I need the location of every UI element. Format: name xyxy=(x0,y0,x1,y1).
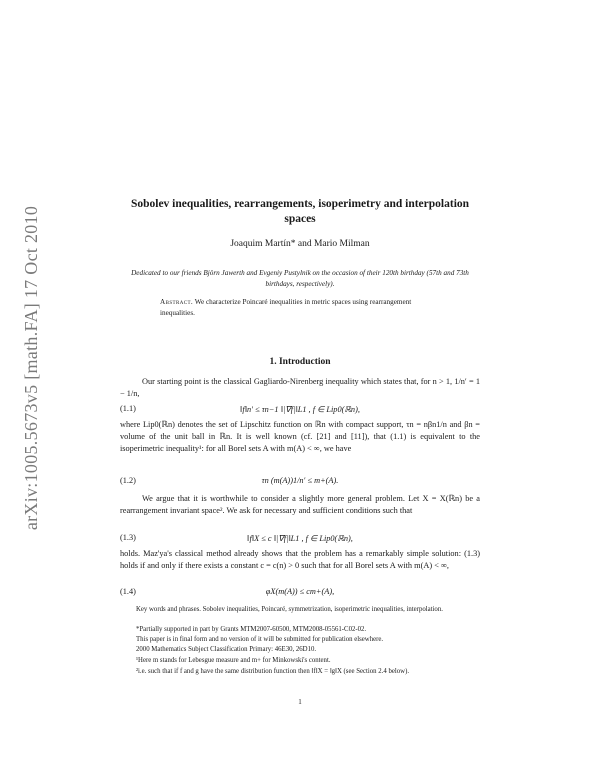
equation-body: τn (m(A))1/n′ ≤ m+(A). xyxy=(261,476,339,485)
equation-1-1 xyxy=(120,404,480,416)
equation-number: (1.4) xyxy=(120,587,136,596)
abstract xyxy=(160,297,442,319)
equation-body: φX(m(A)) ≤ cm+(A), xyxy=(265,587,335,596)
paper-title: Sobolev inequalities, rearrangements, isoperimetry and interpolation spaces xyxy=(130,198,470,225)
equation-number: (1.2) xyxy=(120,476,136,485)
equation-number: (1.3) xyxy=(120,533,136,542)
arxiv-identifier: arXiv:1005.5673v5 [math.FA] 17 Oct 2010 xyxy=(21,205,41,531)
dedication: Dedicated to our friends Björn Jawerth and Evgeniy Pustylnik on the occasion of their 120th birthday (57th and 73th birthdays, respectively). xyxy=(131,269,469,288)
footnote-keywords: Key words and phrases. Sobolev inequalities, Poincaré, symmetrization, isoperimetric inequalities, interpolation. xyxy=(136,606,443,613)
paper-authors: Joaquim Martín* and Mario Milman xyxy=(230,239,370,249)
abstract-label: Abstract. xyxy=(160,298,194,306)
paragraph-2: where Lip0(ℝn) denotes the set of Lipschitz function on ℝn with compact support, τn = nβn1/n and βn = volume of the unit ball in ℝn. It is well known (cf. [21] and [11]), that (1.1) is equivalent to the isoperimetric inequality¹: for all Borel sets A with m(A) < ∞, we have xyxy=(120,420,480,453)
footnote-1: ¹Here m stands for Lebesgue measure and m+ for Minkowski's content. xyxy=(136,657,331,664)
equation-number: (1.1) xyxy=(120,404,136,413)
equation-body: ‖f‖n′ ≤ τn−1 ‖|∇f|‖L1 , f ∈ Lip0(ℝn), xyxy=(240,405,360,414)
footnote-2: ²i.e. such that if f and g have the same distribution function then ‖f‖X = ‖g‖X (see Section 2.4 below). xyxy=(136,668,410,675)
equation-1-3 xyxy=(120,533,480,545)
abstract-text: We characterize Poincaré inequalities in metric spaces using rearrangement inequalities. xyxy=(160,298,412,317)
page-number: 1 xyxy=(298,698,302,706)
footnote-support: *Partially supported in part by Grants MTM2007-60500, MTM2008-05561-C02-02. xyxy=(136,626,367,633)
equation-body: ‖f‖X ≤ c ‖|∇f|‖L1 , f ∈ Lip0(ℝn), xyxy=(247,534,353,543)
section-heading: 1. Introduction xyxy=(269,357,331,367)
paragraph-4: holds. Maz'ya's classical method already shows that the problem has a remarkably simple solution: (1.3) holds if and only if there exists a constant c = c(n) > 0 such that for all Borel sets A with m(A) < ∞, xyxy=(120,549,480,570)
footnote-final-form: This paper is in final form and no version of it will be submitted for publication elsewhere. xyxy=(136,636,384,643)
paragraph-1: Our starting point is the classical Gagliardo-Nirenberg inequality which states that, for n > 1, 1/n′ = 1 − 1/n, xyxy=(120,377,480,398)
equation-1-4 xyxy=(120,587,480,599)
paragraph-3: We argue that it is worthwhile to consider a slightly more general problem. Let X = X(ℝn) be a rearrangement invariant space². We ask for necessary and sufficient conditions such that xyxy=(120,494,480,515)
footnote-msc: 2000 Mathematics Subject Classification Primary: 46E30, 26D10. xyxy=(136,646,317,653)
equation-1-2 xyxy=(120,476,480,488)
